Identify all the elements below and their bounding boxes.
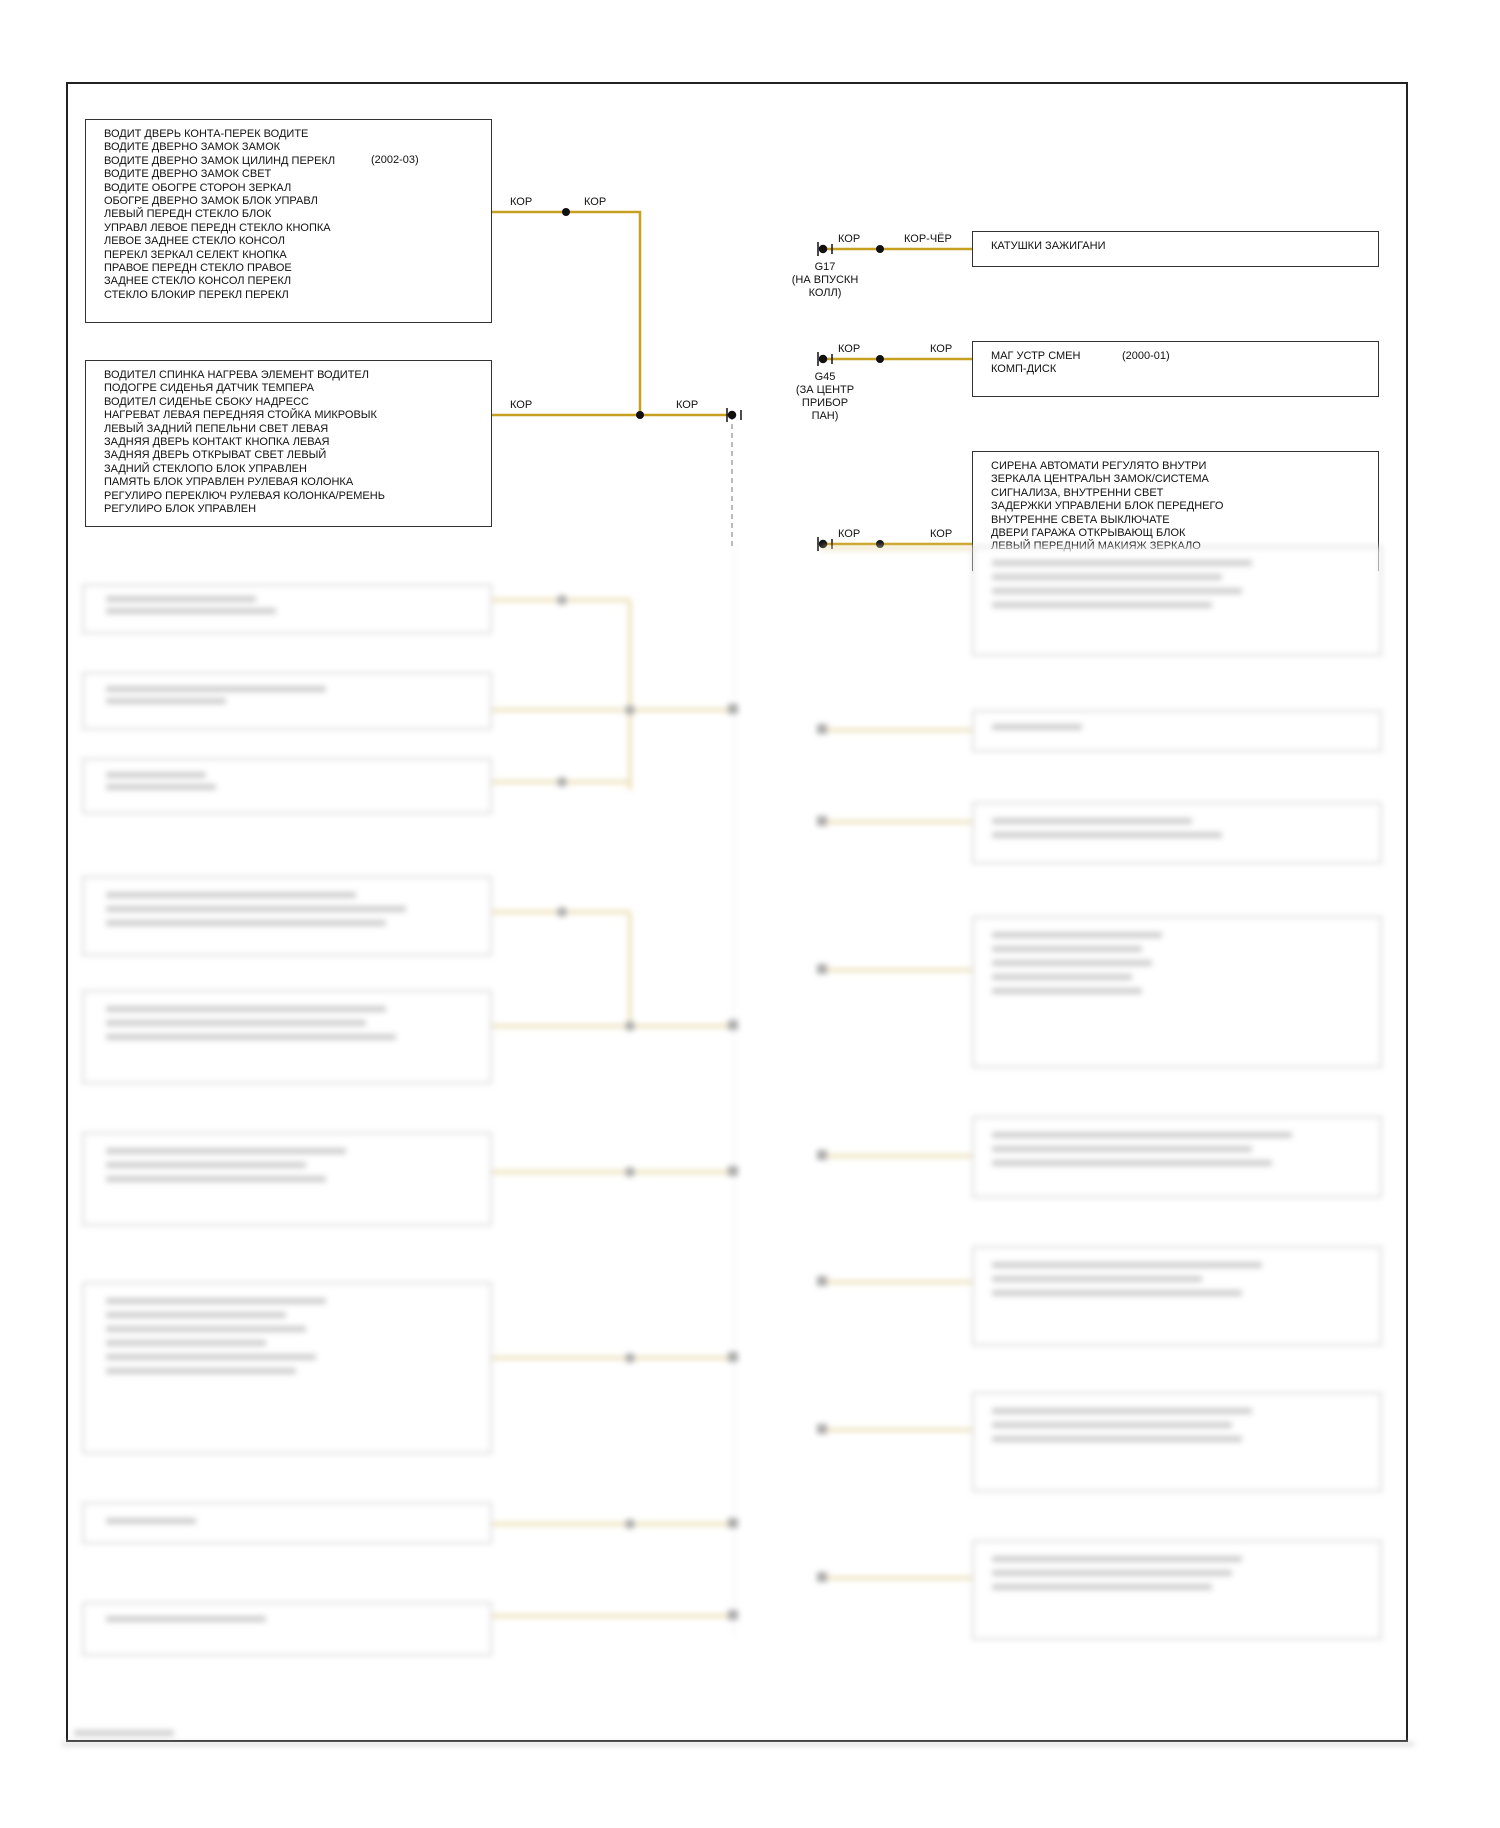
- wire-label: КОР: [676, 399, 699, 411]
- ground-label-g17: [783, 261, 867, 300]
- box-line: РЕГУЛИРО ПЕРЕКЛЮЧ РУЛЕВАЯ КОЛОНКА/РЕМЕНЬ: [104, 489, 385, 502]
- box-line: ВОДИТЕ ОБОГРЕ СТОРОН ЗЕРКАЛ: [104, 181, 292, 194]
- box-line: ВОДИТЕЛ СИДЕНЬЕ СБОКУ НАДРЕСС: [104, 395, 309, 408]
- box-line: ЗАДНЕЕ СТЕКЛО КОНСОЛ ПЕРЕКЛ: [104, 275, 292, 288]
- wire-label: КОР: [838, 528, 861, 540]
- box-line: УПРАВЛ ЛЕВОЕ ПЕРЕДН СТЕКЛО КНОПКА: [104, 221, 331, 234]
- ground-label-line: ПРИБОР: [801, 397, 849, 409]
- box-line: ЗАДНИЙ СТЕКЛОПО БЛОК УПРАВЛЕН: [104, 462, 307, 475]
- year-note: (2000-01): [1122, 350, 1170, 362]
- ground-label-line: (НА ВПУСКН: [791, 274, 859, 286]
- box-line: СИГНАЛИЗА, ВНУТРЕННИ СВЕТ: [991, 486, 1164, 499]
- box-line: ЗЕРКАЛА ЦЕНТРАЛЬН ЗАМОК/СИСТЕМА: [991, 473, 1209, 486]
- wire-label: КОР: [584, 196, 607, 208]
- box-line: ЛЕВЫЙ ЗАДНИЙ ПЕПЕЛЬНИ СВЕТ ЛЕВАЯ: [104, 422, 329, 435]
- box-line: РЕГУЛИРО БЛОК УПРАВЛЕН: [104, 503, 257, 516]
- wire-label: КОР: [510, 196, 533, 208]
- component-box-driver-door: [85, 119, 492, 323]
- wire-label: КОР: [838, 343, 861, 355]
- box-line: ЗАДЕРЖКИ УПРАВЛЕНИ БЛОК ПЕРЕДНЕГО: [991, 500, 1224, 513]
- box-line: ЛЕВЫЙ ПЕРЕДН СТЕКЛО БЛОК: [104, 208, 272, 221]
- ground-label-line: КОЛЛ): [808, 287, 842, 299]
- ground-label-line: G17: [814, 261, 836, 273]
- box-line: КАТУШКИ ЗАЖИГАНИ: [991, 240, 1106, 252]
- wire-label: КОР-ЧЁР: [904, 233, 952, 245]
- ground-symbol-main: [727, 408, 741, 422]
- ground-label-line: G45: [814, 371, 836, 383]
- wire-label: КОР: [838, 233, 861, 245]
- box-line: КОМП-ДИСК: [991, 363, 1057, 376]
- year-note: (2002-03): [371, 154, 419, 166]
- box-line: ПЕРЕКЛ ЗЕРКАЛ СЕЛЕКТ КНОПКА: [104, 248, 287, 261]
- box-line: ЗАДНЯЯ ДВЕРЬ КОНТАКТ КНОПКА ЛЕВАЯ: [104, 436, 330, 449]
- splice-dot-1: [562, 208, 570, 216]
- box-line: ВОДИТЕ ДВЕРНО ЗАМОК ЗАМОК: [104, 141, 281, 154]
- box-line: ЛЕВОЕ ЗАДНЕЕ СТЕКЛО КОНСОЛ: [104, 235, 285, 248]
- box-line: ВОДИТ ДВЕРЬ КОНТА-ПЕРЕК ВОДИТЕ: [104, 128, 309, 140]
- box-line: МАГ УСТР СМЕН: [991, 350, 1081, 362]
- splice-dot-4: [876, 355, 884, 363]
- box-line: ВОДИТЕЛ СПИНКА НАГРЕВА ЭЛЕМЕНТ ВОДИТЕЛ: [104, 369, 369, 381]
- component-box-ignition-coils: [972, 231, 1379, 267]
- box-line: НАГРЕВАТ ЛЕВАЯ ПЕРЕДНЯЯ СТОЙКА МИКРОВЫК: [104, 409, 377, 422]
- ground-label-g45: [783, 371, 867, 423]
- splice-dot-3: [876, 245, 884, 253]
- component-box-driver-seat: [85, 360, 492, 527]
- ground-label-line: (ЗА ЦЕНТР: [795, 384, 855, 396]
- box-line: ОБОГРЕ ДВЕРНО ЗАМОК БЛОК УПРАВЛ: [104, 195, 318, 208]
- blurred-preview-area: [62, 546, 1414, 1750]
- box-line: ПАМЯТЬ БЛОК УПРАВЛЕН РУЛЕВАЯ КОЛОНКА: [104, 476, 354, 489]
- component-box-cd-changer: [972, 341, 1379, 397]
- wire-label: КОР: [930, 528, 953, 540]
- box-line: ПРАВОЕ ПЕРЕДН СТЕКЛО ПРАВОЕ: [104, 262, 292, 275]
- box-line: ЗАДНЯЯ ДВЕРЬ ОТКРЫВАТ СВЕТ ЛЕВЫЙ: [104, 449, 327, 462]
- box-line: ВОДИТЕ ДВЕРНО ЗАМОК СВЕТ: [104, 168, 272, 181]
- box-line: ВОДИТЕ ДВЕРНО ЗАМОК ЦИЛИНД ПЕРЕКЛ: [104, 154, 336, 167]
- wire-label: КОР: [510, 399, 533, 411]
- ground-label-line: ПАН): [811, 410, 839, 422]
- box-line: ПОДОГРЕ СИДЕНЬЯ ДАТЧИК ТЕМПЕРА: [104, 382, 314, 395]
- box-line: ВНУТРЕННЕ СВЕТА ВЫКЛЮЧАТЕ: [991, 513, 1170, 526]
- wire-splice-to-junction: [566, 212, 640, 415]
- splice-dot-2: [636, 411, 644, 419]
- wire-label: КОР: [930, 343, 953, 355]
- box-line: ДВЕРИ ГАРАЖА ОТКРЫВАЮЩ БЛОК: [991, 527, 1186, 540]
- box-line: СТЕКЛО БЛОКИР ПЕРЕКЛ ПЕРЕКЛ: [104, 288, 289, 301]
- box-line: СИРЕНА АВТОМАТИ РЕГУЛЯТО ВНУТРИ: [991, 460, 1207, 472]
